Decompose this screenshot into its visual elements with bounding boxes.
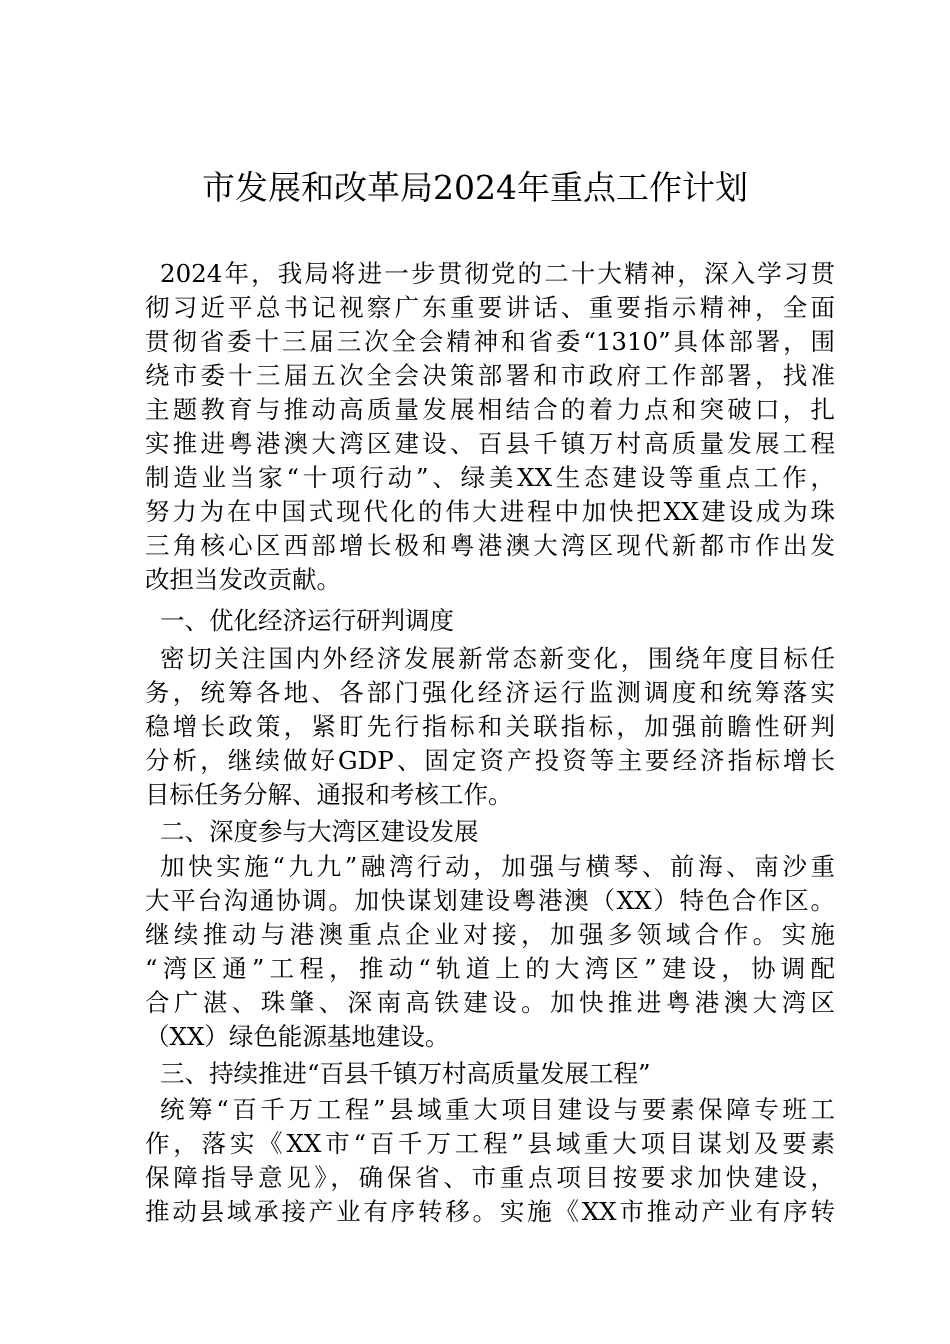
page-title: 市发展和改革局2024年重点工作计划 <box>202 168 748 207</box>
paragraph-line: 贯彻省委十三届三次全会精神和省委“1310”具体部署，围 <box>145 327 835 356</box>
paragraph-line: “湾区通”工程，推动“轨道上的大湾区”建设，协调配 <box>145 954 835 983</box>
paragraph-line: 大平台沟通协调。加快谋划建设粤港澳（XX）特色合作区。 <box>145 886 835 915</box>
paragraph-line: 推动县域承接产业有序转移。实施《XX市推动产业有序转 <box>145 1197 835 1226</box>
paragraph-line: 加快实施“九九”融湾行动，加强与横琴、前海、南沙重 <box>160 852 835 881</box>
paragraph-line: 务，统筹各地、各部门强化经济运行监测调度和统筹落实 <box>145 678 835 707</box>
paragraph-line: 改担当发改贡献。 <box>145 565 341 594</box>
paragraph-line: 统筹“百千万工程”县域重大项目建设与要素保障专班工 <box>160 1095 835 1124</box>
paragraph-line: 制造业当家“十项行动”、绿美XX生态建设等重点工作， <box>145 463 835 492</box>
paragraph-line: 绕市委十三届五次全会决策部署和市政府工作部署，找准 <box>145 361 835 390</box>
paragraph-line: 目标任务分解、通报和考核工作。 <box>145 780 513 809</box>
paragraph-line: 稳增长政策，紧盯先行指标和关联指标，加强前瞻性研判 <box>145 712 835 741</box>
paragraph-line: 彻习近平总书记视察广东重要讲话、重要指示精神，全面 <box>145 293 835 322</box>
paragraph-line: 主题教育与推动高质量发展相结合的着力点和突破口，扎 <box>145 395 835 424</box>
paragraph-line: 努力为在中国式现代化的伟大进程中加快把XX建设成为珠 <box>145 497 835 526</box>
paragraph-line: 密切关注国内外经济发展新常态新变化，围绕年度目标任 <box>160 644 835 673</box>
section-heading: 三、持续推进“百县千镇万村高质量发展工程” <box>160 1059 651 1088</box>
section-heading: 一、优化经济运行研判调度 <box>160 606 454 635</box>
paragraph-line: 三角核心区西部增长极和粤港澳大湾区现代新都市作出发 <box>145 531 835 560</box>
paragraph-line: 作，落实《XX市“百千万工程”县域重大项目谋划及要素 <box>145 1129 835 1158</box>
section-heading: 二、深度参与大湾区建设发展 <box>160 817 479 846</box>
paragraph-line: 2024年，我局将进一步贯彻党的二十大精神，深入学习贯 <box>160 259 835 288</box>
paragraph-line: 合广湛、珠肇、深南高铁建设。加快推进粤港澳大湾区 <box>145 988 835 1017</box>
paragraph-line: 继续推动与港澳重点企业对接，加强多领域合作。实施 <box>145 920 835 949</box>
paragraph-line: （XX）绿色能源基地建设。 <box>145 1022 450 1051</box>
paragraph-line: 实推进粤港澳大湾区建设、百县千镇万村高质量发展工程 <box>145 429 835 458</box>
paragraph-line: 分析，继续做好GDP、固定资产投资等主要经济指标增长 <box>145 746 835 775</box>
paragraph-line: 保障指导意见》，确保省、市重点项目按要求加快建设， <box>145 1163 835 1192</box>
